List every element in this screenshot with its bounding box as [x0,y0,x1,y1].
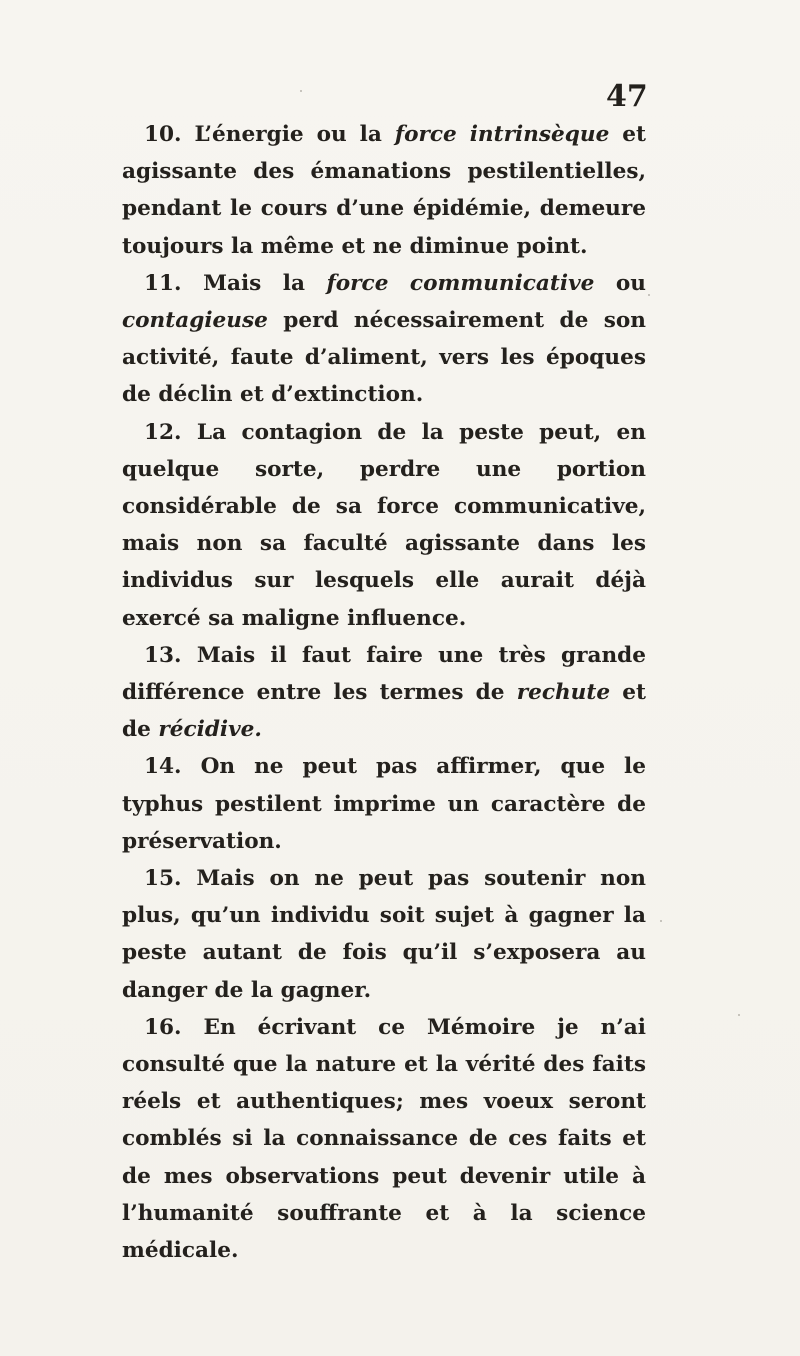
paragraph-13 [122,637,646,749]
emphasis-term: récidive. [158,717,262,743]
emphasis-term: rechute [516,680,611,706]
paragraph-10 [122,116,646,265]
paragraph-12 [122,414,646,637]
paragraph-14 [122,748,646,860]
paragraph-number: 15. [144,866,182,892]
paragraph-16 [122,1009,646,1269]
paragraph-number: 11. [144,270,182,296]
paragraph-number: 16. [144,1014,182,1040]
scan-speck [660,920,662,922]
paragraph-number: 12. [144,419,182,445]
page-number: 47 [606,79,648,114]
text-block [122,116,646,1269]
scan-speck [300,90,302,92]
emphasis-term: force intrinsèque [394,122,610,147]
paragraph-number: 14. [144,754,182,780]
emphasis-term: force communicative [326,270,595,296]
paragraph-text: Mais la [203,270,327,296]
paragraph-number: 13. [144,642,182,668]
paragraph-text: et agissante des émanations pestilentielles, pendant le cours d’une épidémie, demeure toujours la même et ne diminue point. [122,122,646,259]
paragraph-text: L’énergie ou la [194,122,395,147]
paragraph-text: Mais on ne peut pas soutenir non plus, qu’un individu soit sujet à gagner la peste autant de fois qu’il s’exposera au danger de la gagner. [122,866,646,1003]
paragraph-text: perd nécessairement de son activité, faute d’aliment, vers les époques de déclin et d’extinction. [122,308,646,408]
paragraph-text: La contagion de la peste peut, en quelque sorte, perdre une portion considérable de sa force communicative, mais non sa faculté agissante dans les individus sur lesquels elle aurait déjà exercé sa maligne influence. [122,419,646,631]
paragraph-11 [122,265,646,414]
paragraph-text: On ne peut pas affirmer, que le typhus pestilent imprime un caractère de préservation. [122,754,646,854]
paragraph-text: ou [594,270,646,296]
paragraph-text: Mais il faut faire une très grande différence entre les termes de [122,642,646,706]
paragraph-number: 10. [144,122,182,147]
paragraph-15 [122,860,646,1009]
paragraph-text: et de [122,680,646,743]
scan-speck [648,294,650,296]
scan-speck [738,1014,740,1016]
paragraph-text: En écrivant ce Mémoire je n’ai consulté que la nature et la vérité des faits réels et authentiques; mes voeux seront comblés si la connaissance de ces faits et de mes observations peut devenir utile à l’humanité souffrante et à la science médicale. [122,1014,646,1264]
emphasis-term: contagieuse [122,308,268,334]
